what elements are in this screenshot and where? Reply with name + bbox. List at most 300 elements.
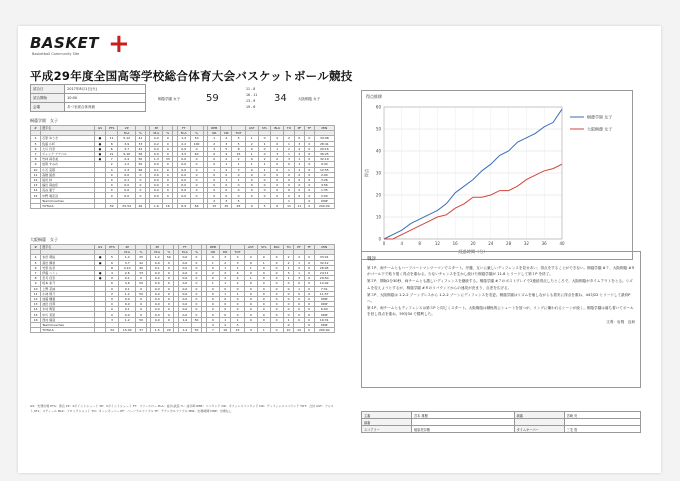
stat-cell: 0 xyxy=(206,286,220,291)
official-role: スコアラー xyxy=(362,426,412,433)
stat-cell: M-A xyxy=(178,250,191,255)
stat-cell: M-A xyxy=(151,250,164,255)
stat-cell: 9 xyxy=(31,162,41,167)
stat-cell: % xyxy=(163,131,173,136)
score-progress-chart xyxy=(361,90,633,260)
stat-cell: 25-54 xyxy=(118,203,135,208)
stat-cell: 0 xyxy=(270,255,283,260)
stat-cell: 0 xyxy=(190,146,203,151)
stat-cell: 0-0 xyxy=(178,286,191,291)
official-name: 宮崎 亮 xyxy=(564,412,640,419)
stat-cell: 5 xyxy=(232,198,245,203)
stat-cell: 0 xyxy=(206,291,220,296)
stat-cell: 0 xyxy=(271,141,284,146)
stat-cell: 33 xyxy=(135,141,145,146)
stat-cell: 0 xyxy=(231,302,245,307)
stat-cell: 2 xyxy=(208,198,221,203)
stat-cell: 3-7 xyxy=(118,146,135,151)
stat-cell: 0 xyxy=(294,291,304,296)
stat-cell: 0 xyxy=(206,265,220,270)
stat-cell: 1-2 xyxy=(118,291,136,296)
stat-cell: 0 xyxy=(231,286,245,291)
stat-cell: 10 xyxy=(31,286,41,291)
stat-cell: 37 xyxy=(136,328,146,333)
stat-cell: 0 xyxy=(208,188,221,193)
stat-cell: 1 xyxy=(283,265,294,270)
stat-cell: 0-0 xyxy=(178,307,191,312)
stat-cell: 1-6 xyxy=(150,203,163,208)
stat-cell: 3 xyxy=(294,276,304,281)
stat-cell: 9-16 xyxy=(118,151,135,156)
stat-cell: 21 xyxy=(105,151,118,156)
player-name-cell: 木村 明里 xyxy=(41,307,95,312)
home-team-name: 桐蔭学園 女子 xyxy=(158,97,181,101)
stat-cell: 0-0 xyxy=(177,146,190,151)
stat-cell: 0 xyxy=(304,281,314,286)
stat-cell: 0 xyxy=(206,255,220,260)
stat-cell: 0 xyxy=(283,291,294,296)
stat-cell: 0 xyxy=(294,183,304,188)
stat-cell: 0 xyxy=(304,146,314,151)
player-name-cell: 選手名 xyxy=(41,126,95,131)
player-name-cell: 小林 瑛乃 xyxy=(41,291,95,296)
stat-cell: 0 xyxy=(283,296,294,301)
stat-cell: 8 xyxy=(232,146,245,151)
info-row xyxy=(31,94,146,103)
stat-cell: 3 xyxy=(221,141,232,146)
stat-cell: DNP xyxy=(314,312,334,317)
stat-cell: 50 xyxy=(191,317,201,322)
stat-cell: 3 xyxy=(106,317,119,322)
stat-cell: 1 xyxy=(231,291,245,296)
stat-cell: 0 xyxy=(136,296,146,301)
stat-cell: 3P xyxy=(150,126,163,131)
stat-cell: 0 xyxy=(270,328,283,333)
stat-cell: 0 xyxy=(191,265,201,270)
stat-cell: 50 xyxy=(135,162,145,167)
stat-cell: 6 xyxy=(106,260,119,265)
stat-cell: 15 xyxy=(232,151,245,156)
stat-cell: 1 xyxy=(294,157,304,162)
stat-cell: 0 xyxy=(304,172,314,177)
stat-cell: 0-0 xyxy=(178,296,191,301)
stat-cell: 8 xyxy=(31,276,41,281)
stat-cell: 0 xyxy=(164,291,174,296)
stat-cell: 25 xyxy=(136,255,146,260)
stat-cell: 1 xyxy=(294,270,304,275)
stat-cell: 0 xyxy=(244,296,257,301)
player-name-cell: TOTALS xyxy=(41,203,95,208)
stat-cell: 1 xyxy=(283,276,294,281)
stat-cell: 2 xyxy=(221,157,232,162)
stat-cell: 3 xyxy=(220,255,231,260)
stat-cell: 2 xyxy=(106,291,119,296)
stat-cell: 0-0 xyxy=(150,177,163,182)
stat-cell: 0 xyxy=(257,276,270,281)
x-tick-label: 16 xyxy=(452,241,458,246)
player-name-cell: Team/Coaches xyxy=(41,322,95,327)
quarter-score: 13 - 9 xyxy=(246,99,256,103)
stat-cell: 200:00 xyxy=(314,328,334,333)
stat-cell: 50 xyxy=(135,157,145,162)
info-value: 10:00 xyxy=(65,94,146,103)
stat-cell: 0 xyxy=(257,302,270,307)
stat-cell: 0 xyxy=(283,312,294,317)
stat-cell: 0 xyxy=(294,281,304,286)
officials-table xyxy=(361,411,641,433)
stat-cell: % xyxy=(135,131,145,136)
stat-cell: ● xyxy=(95,157,106,162)
stat-cell: 4 xyxy=(105,167,118,172)
info-row xyxy=(31,103,146,112)
stat-cell xyxy=(95,328,106,333)
game-review xyxy=(361,251,641,388)
stat-cell: 0 xyxy=(220,286,231,291)
player-name-cell: 選手名 xyxy=(41,245,95,250)
stat-cell: 0 xyxy=(304,198,314,203)
stat-cell: 1 xyxy=(208,136,221,141)
stat-cell: 29:16 xyxy=(314,146,334,151)
official-name: 三宅 悠 xyxy=(564,426,640,433)
stat-cell: 0 xyxy=(206,317,220,322)
stat-cell: 1 xyxy=(284,167,295,172)
stat-cell: 0 xyxy=(304,203,314,208)
stat-cell: TO xyxy=(284,126,295,131)
stat-cell: 0-0 xyxy=(118,193,135,198)
stat-cell: 0 xyxy=(208,177,221,182)
stat-cell: 3 xyxy=(221,198,232,203)
stat-cell: FT xyxy=(177,126,190,131)
stat-cell: 0 xyxy=(294,317,304,322)
stat-cell: 0 xyxy=(190,193,203,198)
stat-cell: 1 xyxy=(231,265,245,270)
quarter-score: 19 - 6 xyxy=(246,105,256,109)
stat-cell: 0 xyxy=(163,162,173,167)
stat-cell: 2 xyxy=(245,141,258,146)
stat-cell: 0-0 xyxy=(177,162,190,167)
stat-cell: 2 xyxy=(271,136,284,141)
player-name-cell: 加賀 すみれ xyxy=(41,162,95,167)
stat-cell: 0-0 xyxy=(178,281,191,286)
stat-cell: 0 xyxy=(283,281,294,286)
stat-cell: 3 xyxy=(206,322,220,327)
stat-cell: 0 xyxy=(191,286,201,291)
stat-cell: 0 xyxy=(232,193,245,198)
stat-cell: 6 xyxy=(31,146,41,151)
stat-cell: 0 xyxy=(163,167,173,172)
stat-cell: 0 xyxy=(257,270,270,275)
stat-cell: 0-0 xyxy=(118,302,136,307)
stat-cell: 0 xyxy=(270,296,283,301)
stat-cell: 56 xyxy=(135,151,145,156)
stat-cell: 0-1 xyxy=(151,265,164,270)
stat-cell: GS xyxy=(95,245,106,250)
stat-cell: 3 xyxy=(231,255,245,260)
player-name-cell: 加藤 楓夏 xyxy=(41,296,95,301)
stat-cell: 0 xyxy=(221,193,232,198)
stat-cell: 0-2 xyxy=(150,141,163,146)
stat-cell: 0 xyxy=(208,193,221,198)
stat-cell: 0 xyxy=(257,265,270,270)
x-axis-label: 経過時間（分） xyxy=(458,249,488,254)
brand-plus-icon: + xyxy=(108,29,130,59)
stat-cell: 4 xyxy=(221,136,232,141)
stat-cell: 0 xyxy=(271,177,284,182)
stat-cell: 60 xyxy=(190,151,203,156)
stat-cell: M-A xyxy=(177,131,190,136)
stat-cell: 0 xyxy=(270,312,283,317)
stat-cell: 0-0 xyxy=(150,193,163,198)
officials-row xyxy=(362,412,641,419)
stat-cell: 0 xyxy=(135,188,145,193)
table-row xyxy=(31,203,335,208)
player-name-cell: 小石 菜都 xyxy=(41,167,95,172)
y-axis-label: 得点 xyxy=(364,168,369,178)
stat-cell: 1 xyxy=(206,260,220,265)
quarter-scores xyxy=(246,86,257,110)
stat-cell: 0 xyxy=(163,177,173,182)
stat-cell: 0 xyxy=(294,188,304,193)
stat-cell: 0 xyxy=(232,172,245,177)
stat-cell: 2-6 xyxy=(118,270,136,275)
stat-cell: 0 xyxy=(258,172,270,177)
stat-cell: 15 xyxy=(31,312,41,317)
stat-cell: 12 xyxy=(31,296,41,301)
stats-legend: GS：先発出場 PTS：得点 2P：2ポイントシュート 3P：3ポイントシュート FT：フリースロー M-A：成功-試投 %：成功率 REB：リバウンド OR：オフェンスリバウンド DR：ディフェンスリバウンド TOT：合計 AST：アシスト STL：スティール BLK：ブロックショット TO：ターンオーバー PF：パーソナルファウル TF：テクニカルファウル MIN：出場時間 DNP：出場なし xyxy=(30,404,334,413)
stat-cell: MIN xyxy=(314,126,334,131)
stat-cell: 2 xyxy=(294,265,304,270)
stat-cell: 0 xyxy=(232,188,245,193)
stat-cell xyxy=(31,328,41,333)
stat-cell: 0 xyxy=(258,151,270,156)
stat-cell: 0 xyxy=(294,193,304,198)
stat-cell: 0 xyxy=(164,281,174,286)
stat-cell: 0 xyxy=(271,193,284,198)
stat-cell: 0-0 xyxy=(177,177,190,182)
stat-cell: 0 xyxy=(270,265,283,270)
officials-row xyxy=(362,419,641,426)
stat-cell: 0-0 xyxy=(177,167,190,172)
brand-tagline: Basketball Community Site xyxy=(32,52,80,56)
stat-cell: 12:55 xyxy=(314,167,334,172)
stat-cell: DNP xyxy=(314,198,334,203)
stat-cell: 1 xyxy=(258,162,270,167)
stat-cell: 8 xyxy=(31,157,41,162)
stat-cell: 0 xyxy=(304,291,314,296)
stat-cell: 100 xyxy=(190,141,203,146)
stat-cell: 8 xyxy=(105,141,118,146)
stat-cell: 1-2 xyxy=(118,317,136,322)
info-label: 試合日 xyxy=(31,85,65,94)
stat-cell: 5 xyxy=(232,136,245,141)
stat-cell: 32:10 xyxy=(314,157,334,162)
stat-cell: 0 xyxy=(244,270,257,275)
stat-cell: 14 xyxy=(31,188,41,193)
stat-cell: 0 xyxy=(284,193,295,198)
stat-cell: 0 xyxy=(304,265,314,270)
stat-cell: 4 xyxy=(244,328,257,333)
stat-cell: 0 xyxy=(283,322,294,327)
stat-cell: 3 xyxy=(271,151,284,156)
stat-cell: 0 xyxy=(294,312,304,317)
stat-cell: 0 xyxy=(136,312,146,317)
stat-cell: 0 xyxy=(231,312,245,317)
stat-cell: 7 xyxy=(31,270,41,275)
home-team-label: 桐蔭学園 女子 xyxy=(30,118,58,123)
stat-cell: 0 xyxy=(257,307,270,312)
player-name-cell: 坂本 彩乃 xyxy=(41,281,95,286)
stat-cell: 1 xyxy=(220,265,231,270)
stat-cell: 0 xyxy=(136,286,146,291)
stat-cell: DR xyxy=(221,131,232,136)
stat-cell: 0 xyxy=(190,183,203,188)
stat-cell: 0 xyxy=(245,177,258,182)
stat-cell: 0 xyxy=(221,183,232,188)
y-tick-label: 60 xyxy=(375,104,381,110)
stat-cell: M-A xyxy=(118,131,135,136)
stat-cell: 0 xyxy=(244,291,257,296)
stat-cell: 0 xyxy=(105,183,118,188)
stat-cell: 0 xyxy=(258,183,270,188)
stat-cell: 34 xyxy=(106,328,119,333)
stat-cell: AST xyxy=(244,245,257,250)
stat-cell: 0-0 xyxy=(151,312,164,317)
stat-cell: 2-3 xyxy=(118,167,135,172)
game-info-table xyxy=(30,84,146,112)
stat-cell: 1 xyxy=(244,276,257,281)
stat-cell: 0 xyxy=(244,281,257,286)
stat-cell: 0 xyxy=(244,312,257,317)
y-tick-label: 20 xyxy=(375,192,381,198)
stat-cell: 11:57 xyxy=(314,291,334,296)
stat-cell: 0 xyxy=(164,286,174,291)
player-name-cell: TOTALS xyxy=(41,328,95,333)
stat-cell: 0 xyxy=(206,312,220,317)
stat-cell: 0 xyxy=(271,188,284,193)
stat-cell: 2 xyxy=(284,136,295,141)
chart-title: 得点推移 xyxy=(366,94,382,99)
stat-cell: 0 xyxy=(106,302,119,307)
player-name-cell: Team/Coaches xyxy=(41,198,95,203)
player-name-cell: 西村 瑞羽 xyxy=(41,317,95,322)
x-tick-label: 0 xyxy=(382,241,386,246)
stat-cell: 11 xyxy=(105,136,118,141)
chart-svg xyxy=(362,99,634,259)
stat-cell: 50 xyxy=(136,281,146,286)
stat-cell: 2-2 xyxy=(177,141,190,146)
official-role: 副審 xyxy=(362,419,412,426)
x-tick-label: 12 xyxy=(434,241,440,246)
stat-cell: 2P xyxy=(118,245,136,250)
stat-cell: 23 xyxy=(231,328,245,333)
stat-cell: 0 xyxy=(304,312,314,317)
stat-cell: 3-6 xyxy=(118,281,136,286)
stat-cell: STL xyxy=(258,126,270,131)
stat-cell: 0 xyxy=(294,302,304,307)
stat-cell: 0 xyxy=(244,302,257,307)
stat-cell: 0 xyxy=(106,307,119,312)
stat-cell: 0 xyxy=(244,260,257,265)
stat-cell: STL xyxy=(257,245,270,250)
stat-cell: 5 xyxy=(232,141,245,146)
stat-cell: 0-0 xyxy=(151,260,164,265)
stat-cell: 9:34 xyxy=(314,162,334,167)
stat-cell: 7 xyxy=(206,328,220,333)
stat-cell: 1-2 xyxy=(178,317,191,322)
stat-cell: 66 xyxy=(135,167,145,172)
stat-cell: 0-0 xyxy=(150,183,163,188)
stat-cell: 2 xyxy=(294,255,304,260)
stat-cell: 50 xyxy=(164,255,174,260)
x-tick-label: 32 xyxy=(523,241,529,246)
stat-cell: 1 xyxy=(258,167,270,172)
stat-cell: 2 xyxy=(283,260,294,265)
y-tick-label: 40 xyxy=(375,148,381,154)
player-name-cell: 中野 萌花音 xyxy=(41,193,95,198)
stat-cell: REB xyxy=(208,126,221,131)
stat-cell: 34:08 xyxy=(314,136,334,141)
stat-cell: 11 xyxy=(31,172,41,177)
stat-cell: 1-2 xyxy=(178,328,191,333)
stat-cell: 0-0 xyxy=(151,317,164,322)
stat-cell: 2 xyxy=(208,141,221,146)
stat-cell: FT xyxy=(178,245,191,250)
stat-cell: 0 xyxy=(270,307,283,312)
stat-cell: 2P xyxy=(118,126,135,131)
stat-cell: 0 xyxy=(245,188,258,193)
stat-cell: 0-0 xyxy=(177,188,190,193)
stat-cell: 0 xyxy=(231,307,245,312)
official-role: 副審 xyxy=(514,412,564,419)
stat-cell: 1 xyxy=(284,141,295,146)
stat-cell: 0-0 xyxy=(151,291,164,296)
stat-cell: 2 xyxy=(206,270,220,275)
stat-cell: 1 xyxy=(245,151,258,156)
stat-cell: 36:25 xyxy=(314,151,334,156)
stat-cell: 0 xyxy=(106,286,119,291)
stat-cell: 0 xyxy=(304,162,314,167)
stat-cell: 0 xyxy=(244,307,257,312)
x-tick-label: 36 xyxy=(541,241,547,246)
stat-cell: 15-40 xyxy=(118,328,136,333)
stat-cell: 0 xyxy=(136,307,146,312)
stat-cell: 0 xyxy=(206,296,220,301)
stat-cell: 0 xyxy=(304,276,314,281)
stat-cell: 2 xyxy=(221,167,232,172)
stat-cell: 1 xyxy=(294,162,304,167)
stat-cell: 0 xyxy=(284,162,295,167)
player-name-cell: 長谷 夏子 xyxy=(41,188,95,193)
stat-cell: 0 xyxy=(136,302,146,307)
stat-cell: 0 xyxy=(294,296,304,301)
stat-cell: 0 xyxy=(294,307,304,312)
stat-cell: 0 xyxy=(105,172,118,177)
stat-cell: 7:31 xyxy=(314,286,334,291)
stat-cell: 0 xyxy=(220,302,231,307)
stat-cell: 0 xyxy=(258,193,270,198)
stat-cell: 24:11 xyxy=(314,270,334,275)
stat-cell: 2:00 xyxy=(314,172,334,177)
stat-cell: 0 xyxy=(105,193,118,198)
stat-cell: 0 xyxy=(191,296,201,301)
x-tick-label: 40 xyxy=(559,241,565,246)
document-page xyxy=(18,26,661,473)
stat-cell: 0 xyxy=(221,172,232,177)
away-team-name: 大阪桐蔭 女子 xyxy=(298,97,321,101)
brand-name: BASKET xyxy=(30,34,99,52)
y-tick-label: 10 xyxy=(375,214,381,220)
stat-cell: 1:35 xyxy=(314,188,334,193)
